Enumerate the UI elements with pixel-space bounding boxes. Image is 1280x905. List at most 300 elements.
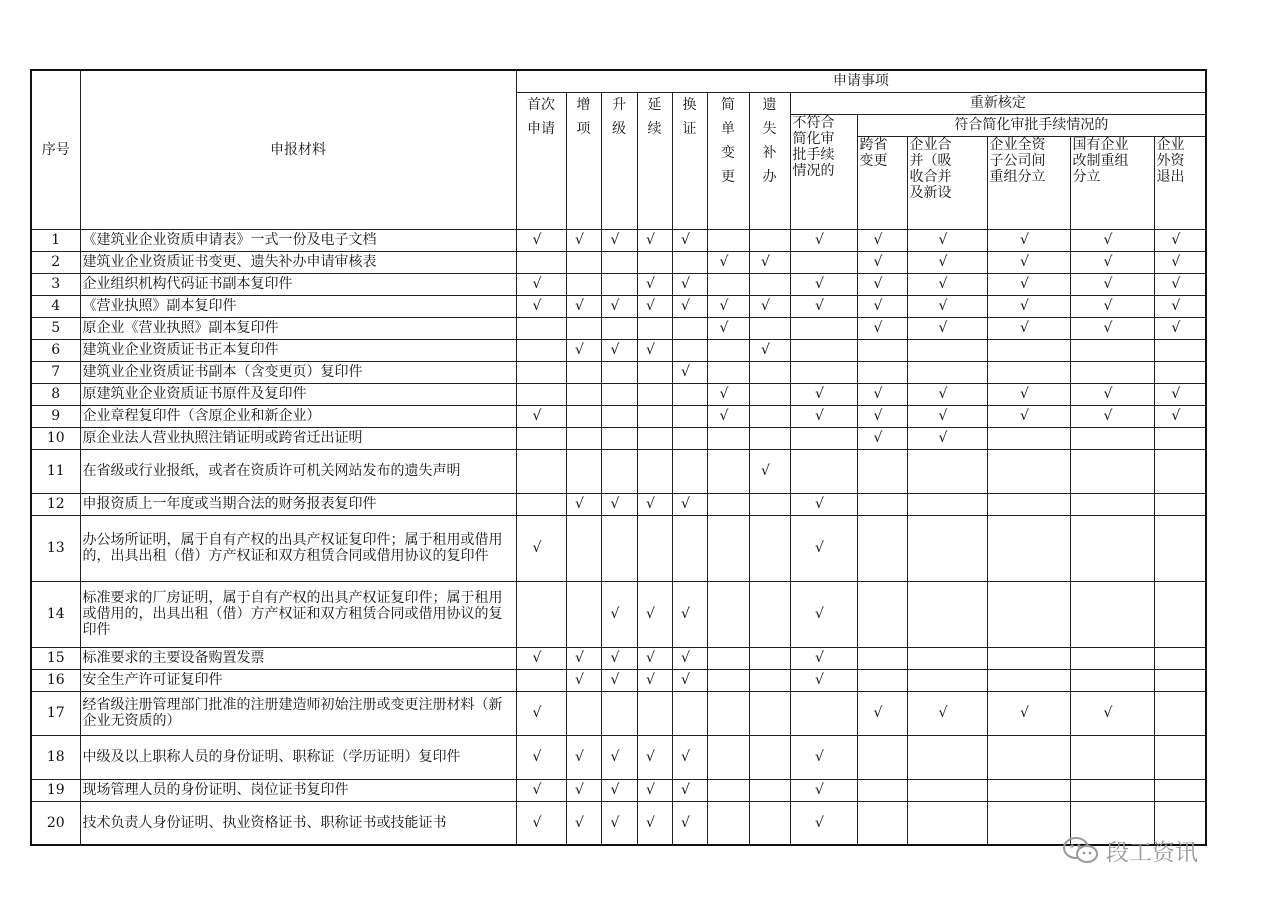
check-mark: √	[1103, 254, 1113, 270]
check-mark: √	[646, 606, 655, 622]
check-mark: √	[681, 782, 690, 798]
check-cell	[637, 493, 672, 515]
header-col-subsidiary-restructure	[987, 136, 1070, 229]
check-cell	[672, 779, 707, 801]
row-number: 20	[31, 801, 80, 845]
check-cell	[749, 449, 790, 493]
check-cell	[907, 405, 987, 427]
check-mark: √	[1020, 276, 1029, 292]
row-number: 5	[31, 317, 80, 339]
header-line: 重组分立	[989, 168, 1046, 185]
check-mark: √	[575, 672, 584, 688]
check-mark: √	[646, 749, 655, 765]
check-cell	[1154, 405, 1206, 427]
check-mark: √	[815, 496, 824, 512]
check-mark: √	[575, 650, 584, 666]
check-cell	[749, 647, 790, 669]
check-cell	[707, 427, 749, 449]
row-material: 《营业执照》副本复印件	[80, 295, 516, 317]
header-line: 证	[682, 120, 697, 137]
check-cell	[857, 273, 907, 295]
check-cell	[601, 669, 637, 691]
check-cell	[672, 339, 707, 361]
check-mark: √	[681, 496, 690, 512]
check-cell	[987, 361, 1070, 383]
check-cell	[749, 317, 790, 339]
check-cell	[566, 405, 601, 427]
check-cell	[1154, 361, 1206, 383]
check-cell	[907, 735, 987, 779]
check-cell	[907, 449, 987, 493]
check-mark: √	[646, 782, 655, 798]
check-cell	[1070, 317, 1154, 339]
check-cell	[790, 273, 857, 295]
row-material: 申报资质上一年度或当期合法的财务报表复印件	[80, 493, 516, 515]
row-number: 10	[31, 427, 80, 449]
check-cell	[907, 361, 987, 383]
check-cell	[516, 647, 566, 669]
check-cell	[1070, 273, 1154, 295]
check-cell	[601, 647, 637, 669]
check-cell	[601, 779, 637, 801]
check-cell	[672, 405, 707, 427]
table-row	[31, 515, 1206, 581]
header-line: 首次	[527, 96, 555, 113]
check-mark: √	[532, 232, 542, 248]
header-line: 延	[647, 96, 662, 113]
row-material: 办公场所证明，属于自有产权的出具产权证复印件；属于租用或借用的，出具出租（借）方产权证和双方租赁合同或借用协议的复印件	[80, 515, 516, 581]
check-cell	[1070, 449, 1154, 493]
header-line: 子公司间	[989, 152, 1046, 169]
check-cell	[987, 801, 1070, 845]
row-number: 1	[31, 229, 80, 251]
check-cell	[907, 339, 987, 361]
check-cell	[987, 405, 1070, 427]
check-mark: √	[1103, 276, 1113, 292]
row-material: 经省级注册管理部门批准的注册建造师初始注册或变更注册材料（新企业无资质的）	[80, 691, 516, 735]
row-number: 19	[31, 779, 80, 801]
check-cell	[566, 427, 601, 449]
check-cell	[672, 647, 707, 669]
check-mark: √	[815, 408, 824, 424]
table-row	[31, 493, 1206, 515]
check-mark: √	[719, 320, 729, 336]
check-mark: √	[873, 386, 883, 402]
header-line: 外资	[1156, 152, 1185, 169]
header-col-simple-change	[707, 92, 749, 229]
check-cell	[637, 229, 672, 251]
check-mark: √	[610, 672, 620, 688]
check-cell	[637, 515, 672, 581]
table-row	[31, 581, 1206, 647]
check-cell	[907, 515, 987, 581]
check-cell	[516, 273, 566, 295]
header-line: 并（吸	[909, 152, 952, 169]
check-mark: √	[873, 276, 883, 292]
check-cell	[637, 405, 672, 427]
check-cell	[790, 493, 857, 515]
check-cell	[516, 449, 566, 493]
check-cell	[987, 295, 1070, 317]
check-cell	[566, 493, 601, 515]
header-col-renew	[637, 92, 672, 229]
check-cell	[516, 361, 566, 383]
check-cell	[857, 383, 907, 405]
header-line: 企业	[1156, 136, 1185, 153]
check-cell	[1154, 295, 1206, 317]
materials-table	[30, 69, 1207, 846]
check-cell	[566, 361, 601, 383]
check-mark: √	[681, 276, 690, 292]
check-cell	[749, 801, 790, 845]
table-row	[31, 779, 1206, 801]
row-number: 12	[31, 493, 80, 515]
check-mark: √	[532, 650, 542, 666]
check-cell	[707, 273, 749, 295]
check-mark: √	[610, 298, 620, 314]
table-row	[31, 449, 1206, 493]
check-cell	[601, 691, 637, 735]
check-cell	[566, 295, 601, 317]
check-mark: √	[1103, 298, 1113, 314]
check-mark: √	[532, 749, 542, 765]
header-line: 不符合	[792, 114, 835, 131]
check-cell	[987, 691, 1070, 735]
check-cell	[637, 735, 672, 779]
header-col-upgrade	[601, 92, 637, 229]
check-cell	[857, 339, 907, 361]
table-row	[31, 273, 1206, 295]
table-row	[31, 317, 1206, 339]
check-cell	[907, 779, 987, 801]
check-cell	[516, 493, 566, 515]
row-number: 11	[31, 449, 80, 493]
check-cell	[601, 581, 637, 647]
check-mark: √	[938, 298, 948, 314]
check-cell	[907, 669, 987, 691]
check-cell	[601, 295, 637, 317]
check-mark: √	[646, 496, 655, 512]
header-material: 申报材料	[80, 70, 516, 229]
header-line: 简化审	[792, 130, 835, 147]
check-mark: √	[532, 540, 542, 556]
check-cell	[749, 383, 790, 405]
check-cell	[749, 251, 790, 273]
header-line: 国有企业	[1072, 136, 1129, 153]
check-cell	[907, 493, 987, 515]
header-line: 增	[576, 96, 591, 113]
check-cell	[749, 229, 790, 251]
check-cell	[707, 317, 749, 339]
check-mark: √	[610, 782, 620, 798]
check-mark: √	[938, 408, 948, 424]
check-cell	[637, 801, 672, 845]
check-cell	[707, 735, 749, 779]
check-cell	[857, 295, 907, 317]
check-cell	[749, 427, 790, 449]
check-cell	[707, 779, 749, 801]
check-cell	[749, 295, 790, 317]
check-cell	[1154, 647, 1206, 669]
header-line: 改制重组	[1072, 152, 1129, 169]
header-col-cross-province	[857, 136, 907, 229]
check-cell	[857, 405, 907, 427]
check-cell	[637, 427, 672, 449]
check-cell	[601, 273, 637, 295]
check-mark: √	[646, 342, 655, 358]
check-cell	[672, 493, 707, 515]
check-mark: √	[938, 232, 948, 248]
check-cell	[907, 647, 987, 669]
check-cell	[601, 449, 637, 493]
row-material: 在省级或行业报纸，或者在资质许可机关网站发布的遗失声明	[80, 449, 516, 493]
row-number: 2	[31, 251, 80, 273]
check-mark: √	[938, 254, 948, 270]
table-row	[31, 361, 1206, 383]
check-cell	[857, 669, 907, 691]
check-cell	[637, 383, 672, 405]
check-mark: √	[646, 672, 655, 688]
check-cell	[707, 449, 749, 493]
check-mark: √	[575, 232, 584, 248]
check-cell	[601, 405, 637, 427]
check-cell	[749, 405, 790, 427]
check-cell	[707, 251, 749, 273]
check-cell	[907, 427, 987, 449]
table-row	[31, 427, 1206, 449]
table-row	[31, 339, 1206, 361]
check-cell	[637, 317, 672, 339]
row-material: 《建筑业企业资质申请表》一式一份及电子文档	[80, 229, 516, 251]
check-mark: √	[681, 232, 690, 248]
check-mark: √	[1020, 386, 1029, 402]
check-mark: √	[1020, 254, 1029, 270]
check-cell	[987, 251, 1070, 273]
check-cell	[672, 361, 707, 383]
row-material: 标准要求的主要设备购置发票	[80, 647, 516, 669]
check-mark: √	[1020, 408, 1029, 424]
check-cell	[516, 779, 566, 801]
check-mark: √	[610, 496, 620, 512]
header-line: 变更	[859, 152, 888, 169]
check-mark: √	[815, 276, 824, 292]
check-mark: √	[815, 749, 824, 765]
check-cell	[1154, 339, 1206, 361]
header-apply-items: 申请事项	[516, 70, 1206, 92]
check-cell	[516, 691, 566, 735]
check-cell	[1070, 493, 1154, 515]
check-mark: √	[719, 386, 729, 402]
check-cell	[516, 383, 566, 405]
check-mark: √	[1020, 320, 1029, 336]
check-cell	[516, 735, 566, 779]
header-line: 更	[721, 168, 735, 185]
row-number: 8	[31, 383, 80, 405]
check-cell	[601, 735, 637, 779]
check-cell	[907, 691, 987, 735]
check-cell	[1070, 405, 1154, 427]
check-mark: √	[938, 430, 948, 446]
check-cell	[601, 801, 637, 845]
check-mark: √	[681, 672, 690, 688]
table-row	[31, 735, 1206, 779]
check-mark: √	[815, 540, 824, 556]
check-cell	[987, 581, 1070, 647]
row-number: 15	[31, 647, 80, 669]
table-row	[31, 251, 1206, 273]
check-mark: √	[646, 650, 655, 666]
check-mark: √	[1103, 386, 1113, 402]
check-cell	[857, 493, 907, 515]
check-cell	[672, 691, 707, 735]
check-cell	[1154, 581, 1206, 647]
row-material: 中级及以上职称人员的身份证明、职称证（学历证明）复印件	[80, 735, 516, 779]
check-mark: √	[575, 782, 584, 798]
check-mark: √	[1020, 232, 1029, 248]
check-cell	[749, 361, 790, 383]
check-cell	[566, 647, 601, 669]
check-mark: √	[532, 298, 542, 314]
check-cell	[790, 669, 857, 691]
check-cell	[637, 691, 672, 735]
check-cell	[790, 229, 857, 251]
header-col-foreign-exit	[1154, 136, 1206, 229]
check-cell	[1070, 251, 1154, 273]
check-cell	[637, 295, 672, 317]
check-cell	[516, 295, 566, 317]
check-cell	[707, 229, 749, 251]
check-cell	[601, 251, 637, 273]
header-line: 企业全资	[989, 136, 1046, 153]
check-cell	[987, 383, 1070, 405]
check-cell	[907, 295, 987, 317]
check-mark: √	[761, 342, 770, 358]
check-cell	[516, 581, 566, 647]
check-cell	[516, 515, 566, 581]
row-number: 6	[31, 339, 80, 361]
check-cell	[790, 339, 857, 361]
check-cell	[1070, 295, 1154, 317]
table-row	[31, 669, 1206, 691]
check-mark: √	[575, 298, 584, 314]
check-cell	[749, 669, 790, 691]
check-cell	[601, 317, 637, 339]
header-line: 续	[647, 120, 662, 137]
check-cell	[566, 801, 601, 845]
check-cell	[566, 449, 601, 493]
check-cell	[637, 779, 672, 801]
row-material: 现场管理人员的身份证明、岗位证书复印件	[80, 779, 516, 801]
check-mark: √	[1103, 408, 1113, 424]
check-mark: √	[1020, 298, 1029, 314]
check-cell	[857, 229, 907, 251]
check-mark: √	[681, 749, 690, 765]
check-cell	[601, 339, 637, 361]
check-cell	[907, 317, 987, 339]
check-cell	[987, 515, 1070, 581]
check-mark: √	[938, 386, 948, 402]
check-mark: √	[873, 232, 883, 248]
check-cell	[1154, 229, 1206, 251]
check-mark: √	[646, 814, 655, 831]
check-mark: √	[575, 814, 584, 831]
check-mark: √	[646, 232, 655, 248]
check-cell	[987, 493, 1070, 515]
check-cell	[857, 581, 907, 647]
row-material: 标准要求的厂房证明，属于自有产权的出具产权证复印件；属于租用或借用的，出具出租（借）方产权证和双方租赁合同或借用协议的复印件	[80, 581, 516, 647]
check-cell	[516, 317, 566, 339]
check-cell	[672, 735, 707, 779]
header-line: 失	[762, 120, 777, 137]
check-mark: √	[938, 276, 948, 292]
check-mark: √	[873, 254, 883, 270]
check-cell	[672, 449, 707, 493]
check-cell	[987, 449, 1070, 493]
row-number: 18	[31, 735, 80, 779]
table-row	[31, 691, 1206, 735]
header-line: 及新设	[909, 184, 952, 201]
header-col-soe-restructure	[1070, 136, 1154, 229]
check-cell	[672, 295, 707, 317]
header-line: 变	[721, 144, 735, 161]
check-cell	[707, 691, 749, 735]
check-cell	[601, 427, 637, 449]
header-seq: 序号	[31, 70, 80, 229]
check-mark: √	[532, 705, 542, 721]
check-cell	[907, 273, 987, 295]
row-material: 建筑业企业资质证书变更、遗失补办申请审核表	[80, 251, 516, 273]
check-cell	[987, 339, 1070, 361]
check-cell	[566, 779, 601, 801]
check-cell	[749, 493, 790, 515]
watermark-text: 段工资讯	[1106, 840, 1198, 866]
check-mark: √	[646, 276, 655, 292]
check-cell	[566, 339, 601, 361]
check-mark: √	[873, 298, 883, 314]
header-line: 企业合	[909, 136, 952, 153]
check-cell	[566, 691, 601, 735]
check-mark: √	[761, 298, 770, 314]
check-cell	[516, 405, 566, 427]
check-cell	[566, 229, 601, 251]
check-mark: √	[681, 364, 690, 380]
check-cell	[637, 251, 672, 273]
check-cell	[749, 515, 790, 581]
row-material: 原企业《营业执照》副本复印件	[80, 317, 516, 339]
check-cell	[566, 273, 601, 295]
check-mark: √	[815, 298, 824, 314]
row-material: 企业章程复印件（含原企业和新企业）	[80, 405, 516, 427]
row-material: 安全生产许可证复印件	[80, 669, 516, 691]
check-cell	[707, 581, 749, 647]
check-mark: √	[815, 814, 824, 831]
check-cell	[790, 735, 857, 779]
check-cell	[1154, 383, 1206, 405]
check-cell	[601, 361, 637, 383]
check-mark: √	[873, 430, 883, 446]
check-mark: √	[873, 408, 883, 424]
check-cell	[857, 449, 907, 493]
check-cell	[987, 229, 1070, 251]
check-mark: √	[719, 408, 729, 424]
check-mark: √	[1171, 254, 1181, 270]
check-cell	[987, 317, 1070, 339]
header-col-add-item	[566, 92, 601, 229]
check-cell	[790, 405, 857, 427]
check-cell	[707, 339, 749, 361]
check-mark: √	[575, 496, 584, 512]
header-line: 情况的	[792, 162, 835, 179]
